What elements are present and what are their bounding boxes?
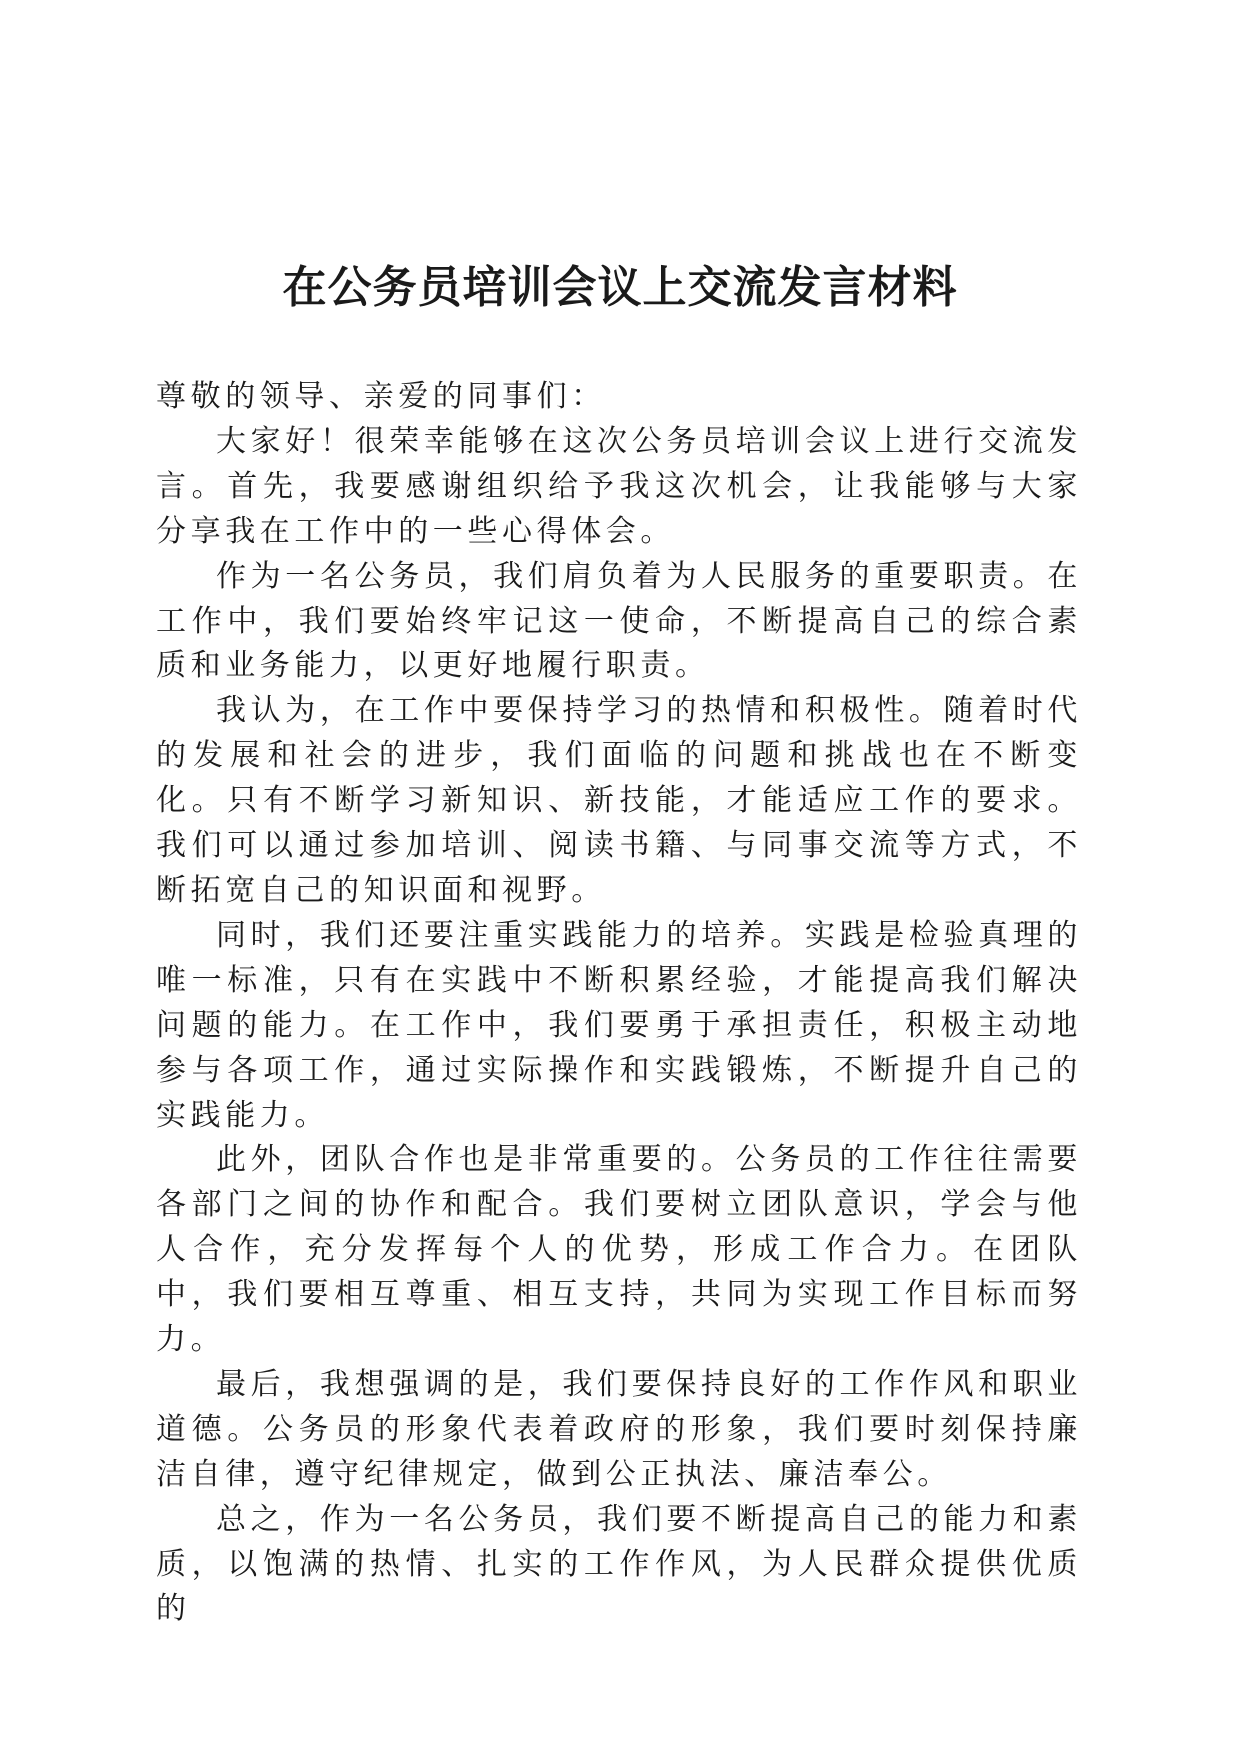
paragraph: 大家好！很荣幸能够在这次公务员培训会议上进行交流发言。首先，我要感谢组织给予我这次机会，让我能够与大家分享我在工作中的一些心得体会。 bbox=[156, 423, 1082, 549]
document-body bbox=[156, 375, 1082, 1632]
salutation: 尊敬的领导、亲爱的同事们： bbox=[156, 379, 606, 414]
paragraph: 同时，我们还要注重实践能力的培养。实践是检验真理的唯一标准，只有在实践中不断积累经验，才能提高我们解决问题的能力。在工作中，我们要勇于承担责任，积极主动地参与各项工作，通过实际操作和实践锻炼，不断提升自己的实践能力。 bbox=[156, 917, 1082, 1133]
paragraph: 总之，作为一名公务员，我们要不断提高自己的能力和素质，以饱满的热情、扎实的工作作风，为人民群众提供优质的 bbox=[156, 1501, 1082, 1627]
paragraph: 最后，我想强调的是，我们要保持良好的工作作风和职业道德。公务员的形象代表着政府的形象，我们要时刻保持廉洁自律，遵守纪律规定，做到公正执法、廉洁奉公。 bbox=[156, 1366, 1082, 1492]
document-title: 在公务员培训会议上交流发言材料 bbox=[282, 262, 958, 313]
paragraph: 我认为，在工作中要保持学习的热情和积极性。随着时代的发展和社会的进步，我们面临的问题和挑战也在不断变化。只有不断学习新知识、新技能，才能适应工作的要求。我们可以通过参加培训、阅读书籍、与同事交流等方式，不断拓宽自己的知识面和视野。 bbox=[156, 693, 1082, 908]
paragraph: 作为一名公务员，我们肩负着为人民服务的重要职责。在工作中，我们要始终牢记这一使命，不断提高自己的综合素质和业务能力，以更好地履行职责。 bbox=[156, 558, 1082, 684]
paragraph: 此外，团队合作也是非常重要的。公务员的工作往往需要各部门之间的协作和配合。我们要树立团队意识，学会与他人合作，充分发挥每个人的优势，形成工作合力。在团队中，我们要相互尊重、相互支持，共同为实现工作目标而努力。 bbox=[156, 1142, 1082, 1358]
